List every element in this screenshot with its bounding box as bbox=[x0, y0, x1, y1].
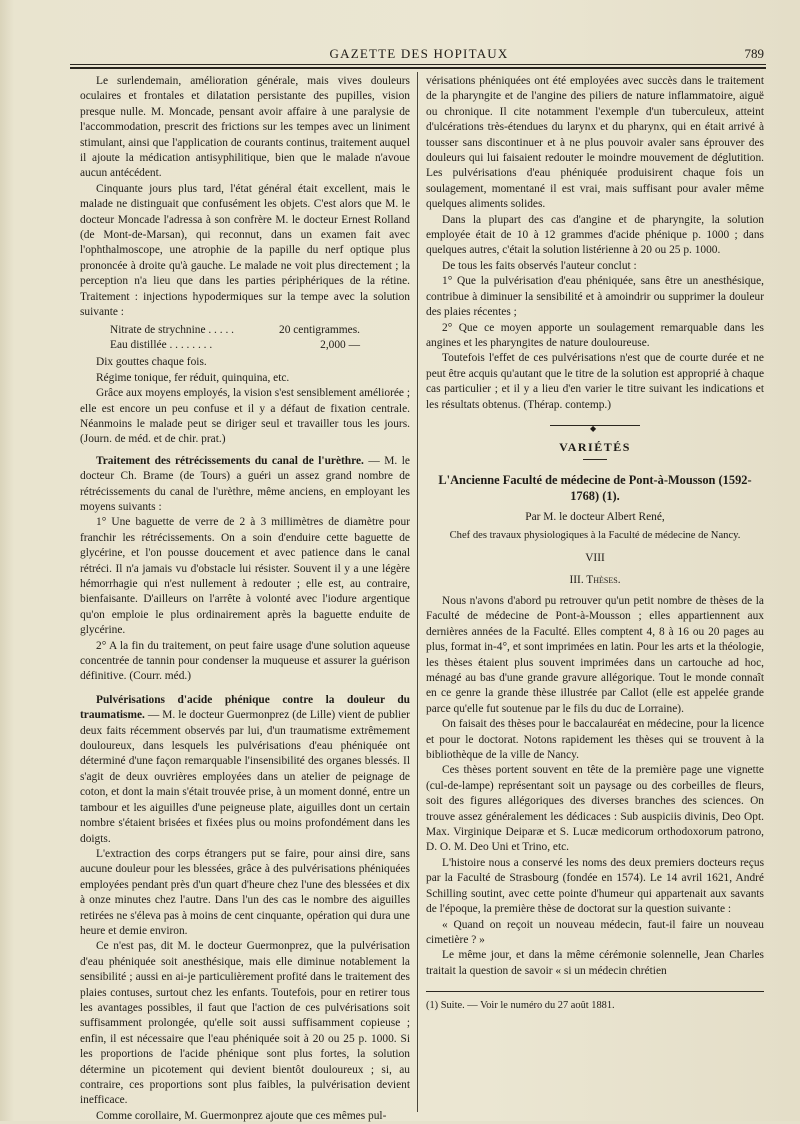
section-separator: ◆ bbox=[550, 425, 640, 426]
paragraph: Dans la plupart des cas d'angine et de pharyngite, la solution employée était de 10 à 12 grammes d'acide phénique p. 1000 ; dans quelques autres, c'était la solution listérienne à 20 ou 25 p. 1000. bbox=[426, 213, 764, 257]
footnote: (1) Suite. — Voir le numéro du 27 août 1881. bbox=[426, 1000, 615, 1012]
paragraph: L'histoire nous a conservé les noms des deux premiers docteurs reçus par la Faculté de Strasbourg (fondée en 1574). Le 14 avril 1621, André Schilling soutint, avec cette pointe d'humeur qui appartenait aux savants de l'époque, la première thèse de doctorat sur la question suivante : bbox=[426, 856, 764, 916]
page-number: 789 bbox=[744, 46, 764, 61]
paragraph: Dix gouttes chaque fois. bbox=[96, 356, 207, 369]
paragraph: 1° Une baguette de verre de 2 à 3 millimètres de diamètre pour franchir les rétrécissements. On a soin d'enduire cette baguette de glycérine, et l'on pousse doucement et avec patience dans le canal rétréci. Il n'a jamais vu d'obstacle lui résister. Souvent il y a une légère hémorrhagie qui n'est nullement à redouter ; elle est, au contraire, bienfaisante. D'ailleurs on l'arrête à volonté avec l'iodure argentique qu'on emploie le plus ordinairement après la baguette enduite de glycérine. bbox=[80, 516, 410, 637]
right-column bbox=[426, 74, 764, 1014]
header-rule bbox=[70, 64, 766, 65]
paragraph: On faisait des thèses pour le baccalauréat en médecine, pour la licence et pour le doctorat. Notons rapidement les thèses qui se trouvent à la bibliothèque de la ville de Nancy. bbox=[426, 718, 764, 762]
footnote-rule bbox=[426, 991, 764, 992]
paragraph: Ces thèses portent souvent en tête de la première page une vignette (cul-de-lampe) représentant soit un paysage ou des corbeilles de fleurs, soit des figures allégoriques des diverses branches des sciences. On trouve assez généralement les dédicaces : Sub auspiciis divinis, Deo Opt. Max. Virginique Deiparæ et S. Lucæ medicorum orthodoxorum patrono, D. O. M. Deo Uni et Trino, etc. bbox=[426, 764, 764, 854]
section-title: Pulvérisations d'acide phénique contre la douleur du traumatisme. bbox=[80, 693, 410, 722]
chapter-title: III. Thèses. bbox=[569, 573, 621, 586]
journal-title: GAZETTE DES HOPITAUX bbox=[329, 46, 509, 61]
left-column bbox=[80, 74, 410, 1124]
paragraph: Cinquante jours plus tard, l'état général était excellent, mais le malade ne distinguait que confusément les objets. C'est alors que M. le docteur Moncade l'adressa à son confrère M. le docteur Ernest Rolland (de Mont-de-Marsan), qui reconnut, dans un examen fait avec l'ophthalmoscope, une atrophie de la papille du nerf optique plus prononcée à droite qu'à gauche. Le malade ne voit plus directement ; la perception n'a lieu que dans les parties périphériques de la rétine. Traitement : injections hypodermiques sur la tempe avec la solution suivante : bbox=[80, 182, 410, 319]
section-text: — M. le docteur Guermonprez (de Lille) vient de publier deux faits récemment observés par lui, d'un traumatisme extrêmement douloureux, dans lesquels les pulvérisations d'eau phéniquée ont déterminé d'une façon remarquable l'insensibilité des organes blessés. Il s'agit de deux ouvrières employées dans un atelier de peignage de coton, et dont la main s'était trouvée prise, à un moment donné, entre un tambour et les aiguilles d'une peigneuse plate, aiguilles dont un certain nombre s'étaient brisées et fixées plus ou moins profondément dans les doigts. bbox=[80, 709, 410, 845]
article-title: L'Ancienne Faculté de médecine de Pont-à-Mousson (1592-1768) (1). bbox=[438, 473, 752, 504]
section-text: — M. le docteur Ch. Brame (de Tours) a guéri un assez grand nombre de rétrécissements du canal de l'urèthre, même anciens, en employant les moyens suivants : bbox=[80, 454, 410, 513]
paragraph: Le même jour, et dans la même cérémonie solennelle, Jean Charles traitait la question de savoir « si un médecin chrétien bbox=[426, 949, 764, 977]
paragraph: 2° Que ce moyen apporte un soulagement remarquable dans les angines et les pharyngites de nature douloureuse. bbox=[426, 321, 764, 349]
ingredient-amount: 20 centigrammes. bbox=[279, 323, 360, 336]
paragraph: Nous n'avons d'abord pu retrouver qu'un petit nombre de thèses de la Faculté de médecine de Pont-à-Mousson ; elles appartiennent aux dernières années de la Faculté. Elles comptent 4, 8 à 16 ou 20 pages au plus, format in-4°, et sont imprimées en latin. Pour les arts et la théologie, les thèses étaient plus souvent imprimées dans un cartouche ad hoc, ménagé au bas d'une grande gravure allégorique. Tout le monde connaît en ce genre la grande thèse illustrée par Callot (elle est appelée grande parce qu'elle fut soutenue par le fils du duc de Lorraine). bbox=[426, 594, 764, 715]
page-header bbox=[70, 40, 768, 62]
paragraph: Comme corollaire, M. Guermonprez ajoute que ces mêmes pul- bbox=[96, 1109, 387, 1122]
paragraph: Grâce aux moyens employés, la vision s'est sensiblement améliorée ; elle est encore un peu confuse et il y a défaut de fixation centrale. Néanmoins le malade peut se diriger seul et travailler tous les jours. (Journ. de méd. et de chir. prat.) bbox=[80, 387, 410, 446]
ingredient-amount: 2,000 — bbox=[320, 338, 360, 351]
paragraph: Le surlendemain, amélioration générale, mais vives douleurs oculaires et frontales et dilatation persistante des pupilles, vision presque nulle. M. Moncade, pensant avoir affaire à une paralysie de l'accommodation, prescrit des frictions sur les tempes avec un liniment stimulant, ainsi que l'application de courants continus, traitement auquel il ajoute la médication antisyphilitique, bien que le malade n'avoue aucun antécédent. bbox=[80, 75, 410, 180]
section-heading: VARIÉTÉS bbox=[559, 439, 631, 454]
paragraph: L'extraction des corps étrangers put se faire, pour ainsi dire, sans aucune douleur pour les blessées, grâce à des pulvérisations phéniquées employées pendant près d'un quart d'heure chez l'une des blessées et dix à onze minutes chez l'autre. Dans l'un des cas le nombre des aiguilles retirées ne s'éleva pas à moins de cent cinquante, opération qui dura une heure et demie environ. bbox=[80, 847, 410, 937]
article-author: Par M. le docteur Albert René, bbox=[525, 511, 665, 524]
section-title: Traitement des rétrécissements du canal de l'urèthre. bbox=[96, 454, 364, 467]
column-divider bbox=[417, 72, 418, 1112]
ingredient-name: Eau distillée . . . . . . . . bbox=[110, 338, 213, 351]
paragraph: 2° A la fin du traitement, on peut faire usage d'une solution aqueuse concentrée de tannin pour condenser la muqueuse et assurer la guérison définitive. (Courr. méd.) bbox=[80, 639, 410, 683]
prescription bbox=[110, 323, 410, 354]
paragraph: Régime tonique, fer réduit, quinquina, etc. bbox=[96, 371, 290, 384]
heading-rule bbox=[583, 459, 607, 460]
author-affiliation: Chef des travaux physiologiques à la Faculté de médecine de Nancy. bbox=[449, 529, 741, 541]
paragraph: Ce n'est pas, dit M. le docteur Guermonprez, que la pulvérisation d'eau phéniquée soit anesthésique, mais elle diminue notablement la sensibilité ; aussi en ai-je particulièrement profité dans le traitement des plaies contuses, surtout chez les enfants. Toutefois, pour en retirer tous les avantages possibles, il faut que l'action de ces pulvérisations soit suffisamment prolongée, qu'elle soit aussi suffisamment copieuse ; enfin, il est nécessaire que l'eau phéniquée soit à 20 ou 25 p. 1000. Si les proportions de l'acide phénique sont plus fortes, la solution détermine un picotement qui devient bientôt douloureux ; si, au contraire, ces proportions sont plus faibles, la pulvérisation devient inefficace. bbox=[80, 940, 410, 1107]
paragraph: Toutefois l'effet de ces pulvérisations n'est que de courte durée et ne peut être acquis qu'autant que le titre de la solution est approprié à chaque cas particulier ; et il y a lieu d'en varier le titre suivant les indications et les résultats obtenus. (Thérap. contemp.) bbox=[426, 352, 764, 411]
paragraph: vérisations phéniquées ont été employées avec succès dans le traitement de la pharyngite et de l'angine des piliers de nature inflammatoire, aiguë ou chronique. Il cite notamment l'exemple d'un tuberculeux, atteint d'ulcérations très-étendues du larynx et du pharynx, qui en était arrivé à tousser sans discontinuer et à ne plus pouvoir avaler sans éprouver des douleurs qui lui faisaient redouter le moindre mouvement de déglutition. Les pulvérisations d'eau phéniquée produisirent chaque fois un soulagement, momentané il est vrai, mais suffisant pour avaler même quelques aliments solides. bbox=[426, 75, 764, 211]
paragraph: 1° Que la pulvérisation d'eau phéniquée, sans être un anesthésique, contribue à diminuer la sensibilité et à amoindrir ou supprimer la douleur des plaies récentes ; bbox=[426, 275, 764, 319]
chapter-number: VIII bbox=[585, 552, 605, 565]
paragraph: « Quand on reçoit un nouveau médecin, faut-il faire un nouveau cimetière ? » bbox=[426, 918, 764, 946]
header-rule-thick bbox=[70, 67, 766, 69]
paragraph: De tous les faits observés l'auteur conclut : bbox=[442, 259, 637, 272]
ingredient-name: Nitrate de strychnine . . . . . bbox=[110, 323, 234, 336]
